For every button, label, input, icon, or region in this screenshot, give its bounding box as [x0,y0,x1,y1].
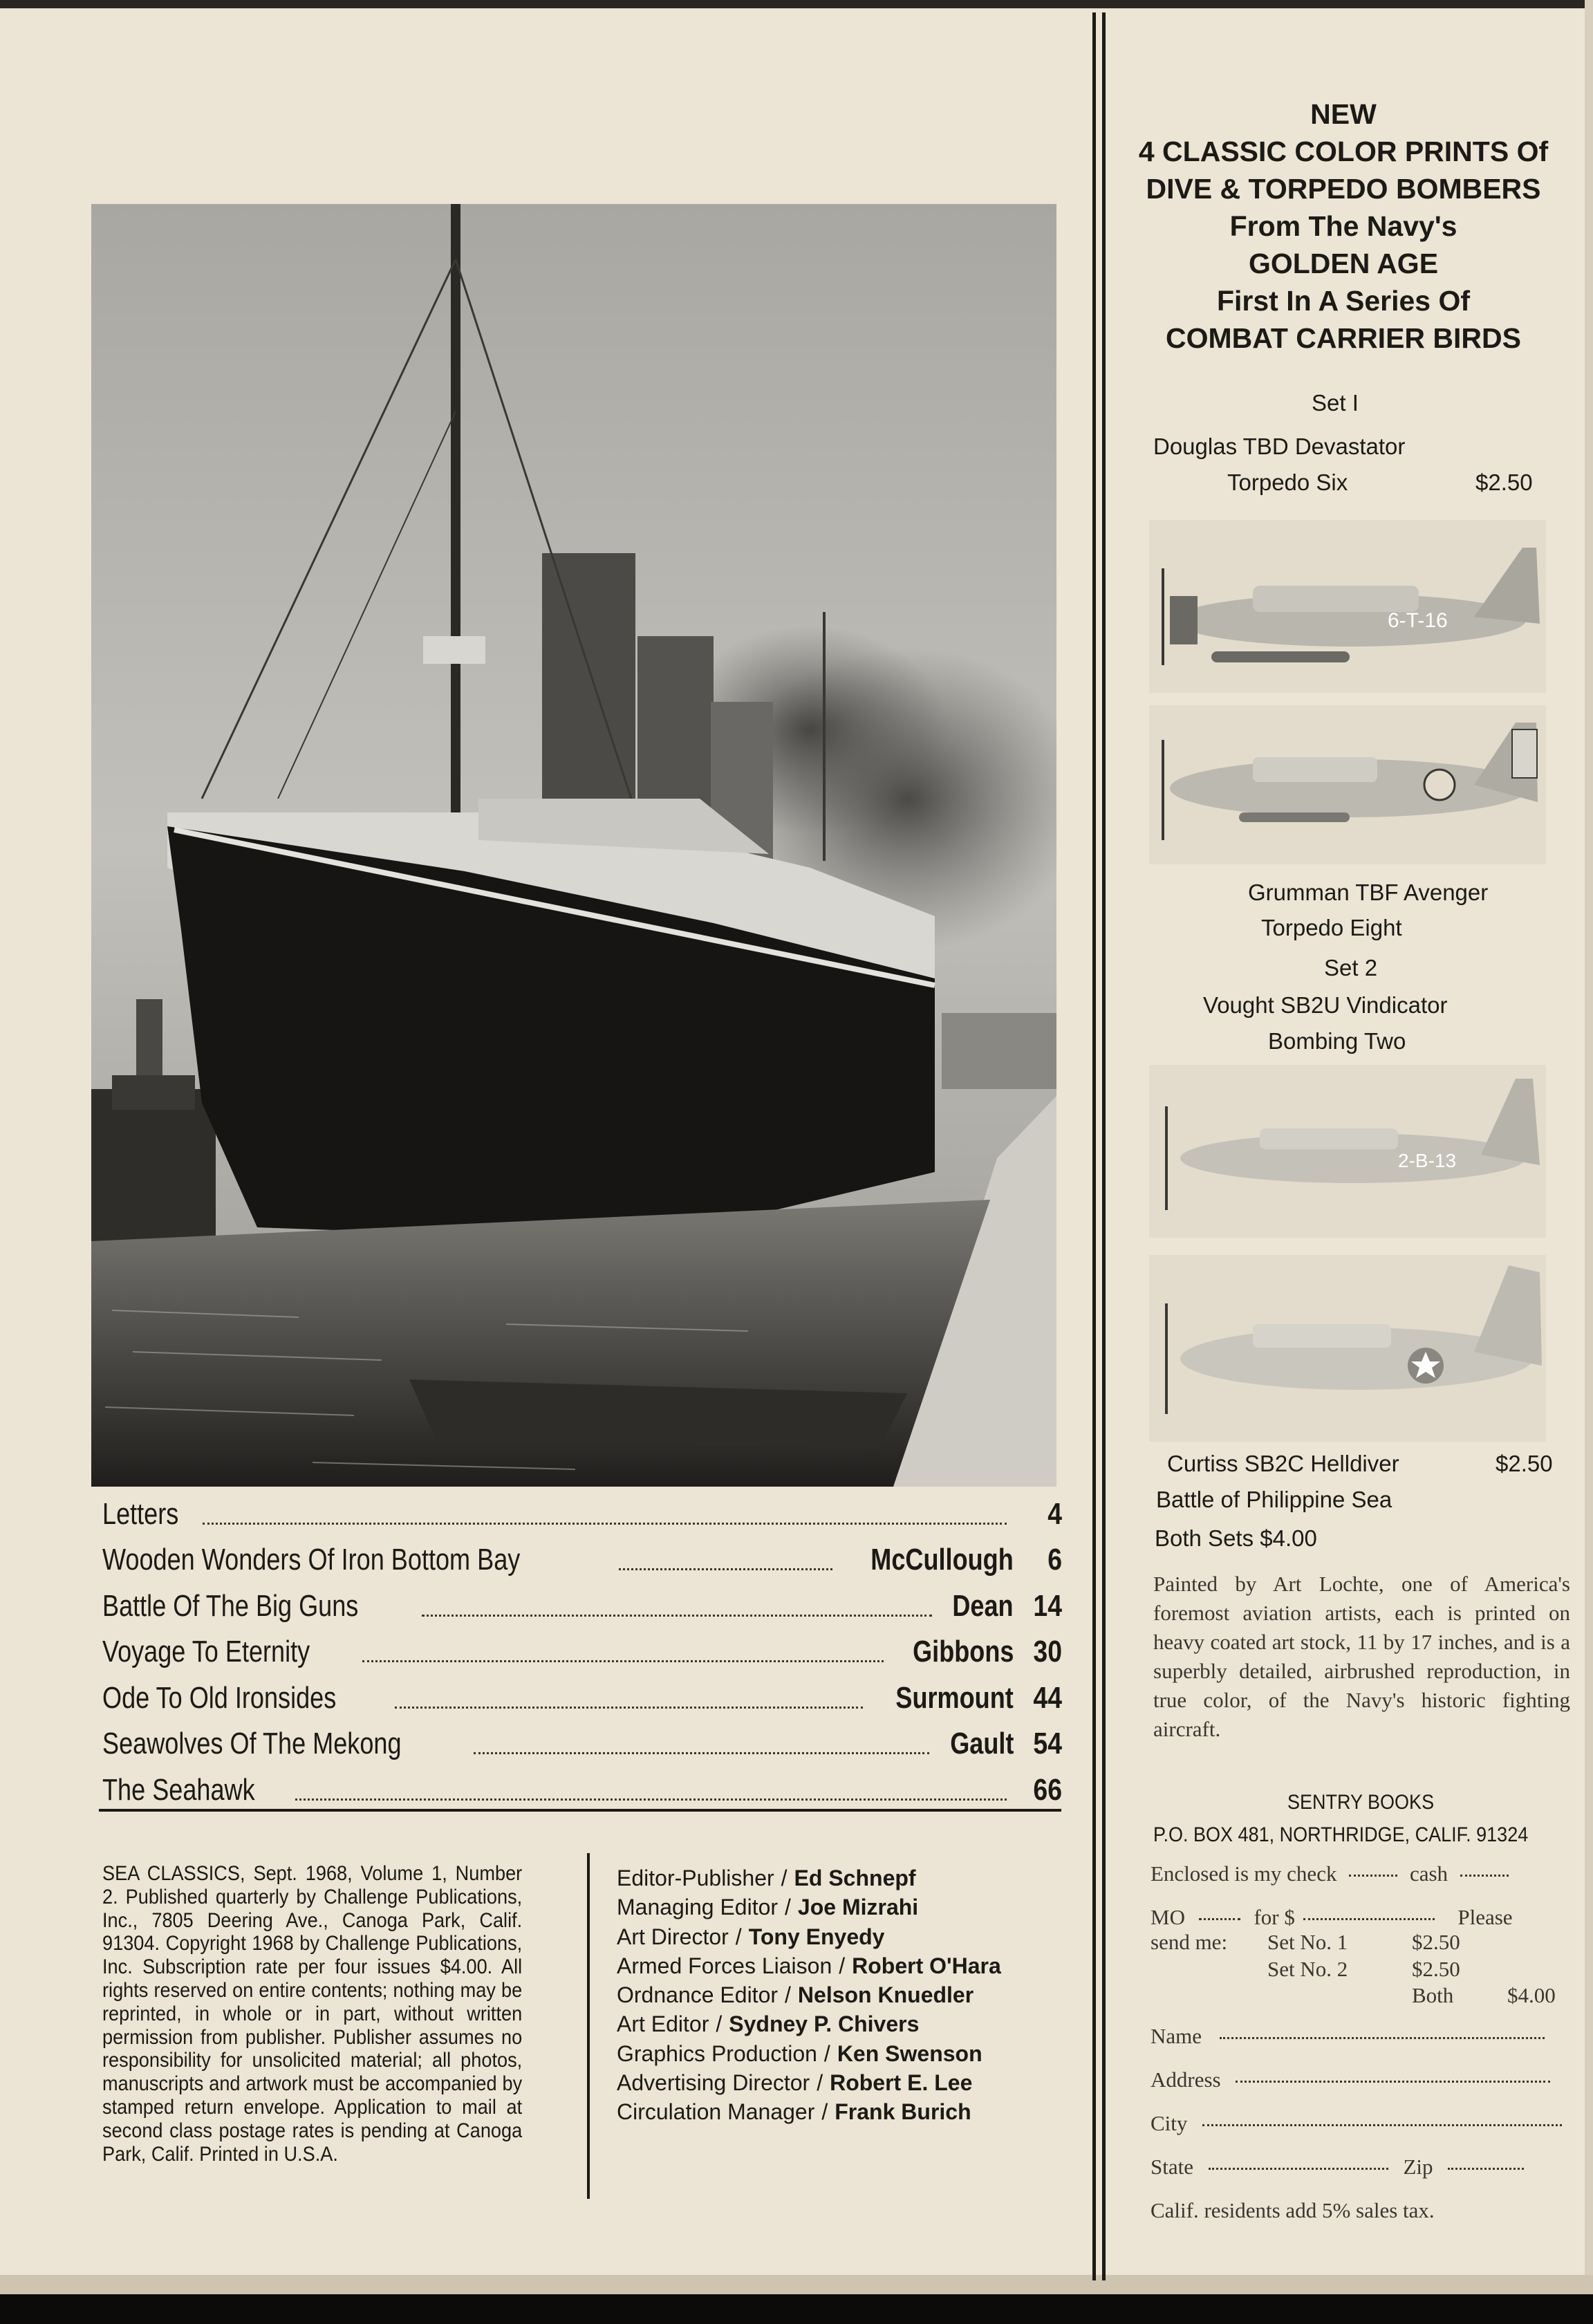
order-name-line [1150,2024,1545,2049]
order-address-line [1150,2067,1550,2092]
name-input[interactable] [1220,2037,1545,2039]
print3-name: Vought SB2U Vindicator [1203,992,1448,1018]
toc-entry-page: 54 [1033,1727,1062,1760]
toc-leader-dots [362,1660,883,1662]
mo-blank [1199,1918,1240,1920]
column-divider-left [1092,12,1096,2280]
staff-entry [617,1980,1073,2009]
cash-blank [1460,1875,1509,1877]
ad-headline-line: 4 CLASSIC COLOR PRINTS Of [1138,136,1549,167]
staff-name: Robert E. Lee [830,2070,973,2096]
set1-label: Set I [1312,390,1359,416]
staff-entry [617,1893,1073,1922]
toc-bottom-rule [99,1809,1061,1812]
toc-leader-dots [422,1615,933,1617]
staff-separator: / [716,2011,723,2037]
staff-separator: / [785,1982,791,2008]
staff-role: Art Director [617,1924,729,1949]
amount-input[interactable] [1303,1918,1435,1920]
toc-entry-line [102,1773,1062,1807]
print1-name: Douglas TBD Devastator [1153,434,1406,459]
toc-entry [102,1669,1062,1716]
staff-name: Ed Schnepf [794,1866,916,1890]
order-state-zip-line [1150,2155,1524,2179]
order-enclosed-line [1150,1861,1509,1886]
print4-unit: Battle of Philippine Sea [1156,1487,1392,1512]
order-state-label: State [1150,2155,1193,2179]
staff-entry [617,1922,1073,1951]
ad-description [1153,1570,1570,1744]
toc-entry-page: 44 [1033,1680,1062,1715]
staff-role: Managing Editor [617,1895,779,1920]
staff-separator: / [839,1953,846,1978]
set1-price: $2.50 [1475,470,1533,495]
order-city-line [1150,2111,1562,2136]
toc-entry-title: Letters [102,1496,179,1531]
print4-name: Curtiss SB2C Helldiver [1167,1451,1399,1476]
ad-headline-line: First In A Series Of [1216,285,1471,317]
toc-entry-line [102,1681,1062,1716]
staff-role: Advertising Director [617,2070,810,2096]
set2-label: Set 2 [1324,955,1378,980]
staff-role: Armed Forces Liaison [617,1953,832,1978]
order-address-label: Address [1150,2067,1221,2092]
order-set1-price: $2.50 [1412,1930,1460,1954]
toc-leader-dots [474,1752,929,1754]
toc-entry-line [102,1635,1062,1669]
toc-entry-title: Wooden Wonders Of Iron Bottom Bay [102,1543,521,1577]
staff-name: Frank Burich [835,2099,971,2125]
ad-headline-line: DIVE & TORPEDO BOMBERS [1146,173,1541,205]
sb2c-helldiver-illustration [1149,1255,1546,1442]
order-zip-label: Zip [1403,2155,1433,2179]
address-input[interactable] [1236,2081,1550,2083]
ship-photograph [91,204,1056,1487]
order-set1-label: Set No. 1 [1267,1930,1348,1954]
staff-separator: / [817,2070,823,2096]
staff-separator: / [785,1895,791,1920]
staff-separator: / [781,1866,788,1890]
staff-name: Sydney P. Chivers [729,2011,920,2037]
staff-entry [617,2039,1073,2068]
toc-entry-page: 14 [1033,1588,1062,1623]
print2-unit: Torpedo Eight [1261,915,1402,940]
order-name-label: Name [1150,2024,1202,2048]
order-tax-note: Calif. residents add 5% sales tax. [1150,2198,1435,2222]
toc-entry [102,1716,1062,1762]
toc-entry-page: 30 [1033,1635,1062,1668]
plane3-marking: 2-B-13 [1398,1150,1457,1171]
set2-price: $2.50 [1496,1451,1553,1476]
toc-entry-line [102,1727,1062,1761]
order-enclosed-label: Enclosed is my check [1150,1861,1337,1886]
order-set2-label: Set No. 2 [1267,1957,1348,1981]
print3-unit: Bombing Two [1268,1028,1406,1054]
toc-entry-author: Surmount [895,1680,1014,1715]
toc-entry-title: Ode To Old Ironsides [102,1680,337,1715]
toc-entry-author: Gault [949,1727,1014,1760]
table-of-contents [102,1485,1062,1807]
staff-name: Ken Swenson [837,2041,982,2066]
staff-entry [617,2009,1073,2038]
order-mo-line [1150,1905,1513,1930]
toc-entry [102,1532,1062,1578]
ad-headline-line: GOLDEN AGE [1248,248,1439,279]
toc-entry [102,1577,1062,1624]
colophon-text: SEA CLASSICS, Sept. 1968, Volume 1, Number 2. Published quarterly by Challenge Publications, Inc., 7805 Deering Ave., Canoga Park, Calif. 91304. Copyright 1968 by Challenge Publications, Inc. Subscription rate per four issues $4.00. All rights reserved on entire contents; nothing may be reprinted, in whole or in part, without written permission from publisher. Publisher assumes no responsibility for unsolicited material; all photos, manuscripts and artwork must be accompanied by stamped return envelope. Application to mail at second class postage rates is pending at Canoga Park, Calif. Printed in U.S.A. [102,1862,523,2166]
staff-separator: / [823,2041,830,2066]
toc-entry-page: 4 [1047,1496,1062,1531]
order-mo-label: MO [1150,1905,1185,1929]
toc-entry-line [102,1497,1062,1532]
toc-entry-line [102,1543,1062,1577]
staff-name: Tony Enyedy [748,1924,885,1949]
ad-headline [1105,95,1582,357]
print2-name: Grumman TBF Avenger [1248,880,1489,905]
order-send-me-label: send me: [1150,1930,1228,1954]
staff-entry [617,2068,1073,2097]
staff-masthead [617,1863,1073,2127]
staff-role: Circulation Manager [617,2099,815,2125]
staff-entry [617,1951,1073,1980]
both-sets-price: Both Sets $4.00 [1155,1525,1317,1551]
toc-entry-line [102,1589,1062,1624]
staff-role: Ordnance Editor [617,1982,779,2008]
toc-entry-title: Seawolves Of The Mekong [102,1727,402,1760]
publication-colophon [102,1862,522,2166]
staff-name: Joe Mizrahi [797,1895,919,1920]
order-set2-price: $2.50 [1412,1957,1460,1981]
state-input[interactable] [1209,2168,1388,2170]
order-cash-label: cash [1409,1861,1448,1886]
toc-entry-page: 66 [1033,1772,1062,1807]
tbd-devastator-illustration [1149,520,1546,693]
sb2u-vindicator-illustration [1149,1065,1546,1238]
page-top-edge [0,0,1593,8]
toc-entry-title: Voyage To Eternity [102,1635,310,1668]
zip-input[interactable] [1448,2168,1524,2170]
page-bottom-edge [0,2294,1593,2324]
staff-name: Robert O'Hara [852,1953,1001,1978]
toc-leader-dots [295,1798,1007,1801]
plane1-marking: 6-T-16 [1388,609,1448,632]
city-input[interactable] [1202,2124,1562,2126]
ad-headline-line: COMBAT CARRIER BIRDS [1165,322,1521,354]
toc-leader-dots [203,1523,1007,1525]
order-please-label: Please [1457,1905,1513,1929]
ad-description-text: Painted by Art Lochte, one of America's foremost aviation artists, each is printed on heavy coated art stock, 11 by 17 inches, and is a superbly detailed, airbrushed reproduction, in true color, of the Navy's historic fighting aircraft. [1153,1572,1570,1741]
order-for-label: for $ [1254,1905,1295,1929]
toc-leader-dots [619,1568,832,1570]
toc-entry-author: Dean [952,1588,1014,1623]
ship-photo-illustration [91,204,1056,1487]
staff-entry [617,2097,1073,2126]
toc-entry [102,1761,1062,1807]
tbf-avenger-illustration [1149,705,1546,864]
toc-entry-author: Gibbons [912,1635,1014,1668]
toc-leader-dots [395,1707,864,1709]
order-both-price: $4.00 [1507,1983,1556,2007]
colophon-divider [587,1853,590,2199]
order-both-label: Both [1412,1983,1454,2007]
page-bottom-band [0,2275,1593,2294]
check-blank [1349,1875,1397,1877]
staff-entry [617,1863,1073,1893]
staff-separator: / [821,2099,828,2125]
publisher-name: SENTRY BOOKS [1287,1791,1435,1814]
toc-entry [102,1624,1062,1670]
staff-role: Art Editor [617,2011,709,2037]
staff-role: Graphics Production [617,2041,817,2066]
ad-headline-line: From The Navy's [1229,210,1457,242]
print1-unit: Torpedo Six [1227,470,1348,495]
staff-role: Editor-Publisher [617,1866,774,1890]
toc-entry [102,1485,1062,1532]
ad-headline-line: NEW [1310,98,1377,130]
page-right-edge [1585,0,1593,2324]
staff-separator: / [735,1924,742,1949]
toc-entry-author: McCullough [870,1543,1014,1577]
toc-entry-title: The Seahawk [102,1772,255,1807]
order-city-label: City [1150,2111,1188,2135]
staff-name: Nelson Knuedler [797,1982,974,2008]
toc-entry-page: 6 [1047,1543,1062,1577]
toc-entry-title: Battle Of The Big Guns [102,1588,359,1623]
publisher-address: P.O. BOX 481, NORTHRIDGE, CALIF. 91324 [1153,1823,1529,1846]
